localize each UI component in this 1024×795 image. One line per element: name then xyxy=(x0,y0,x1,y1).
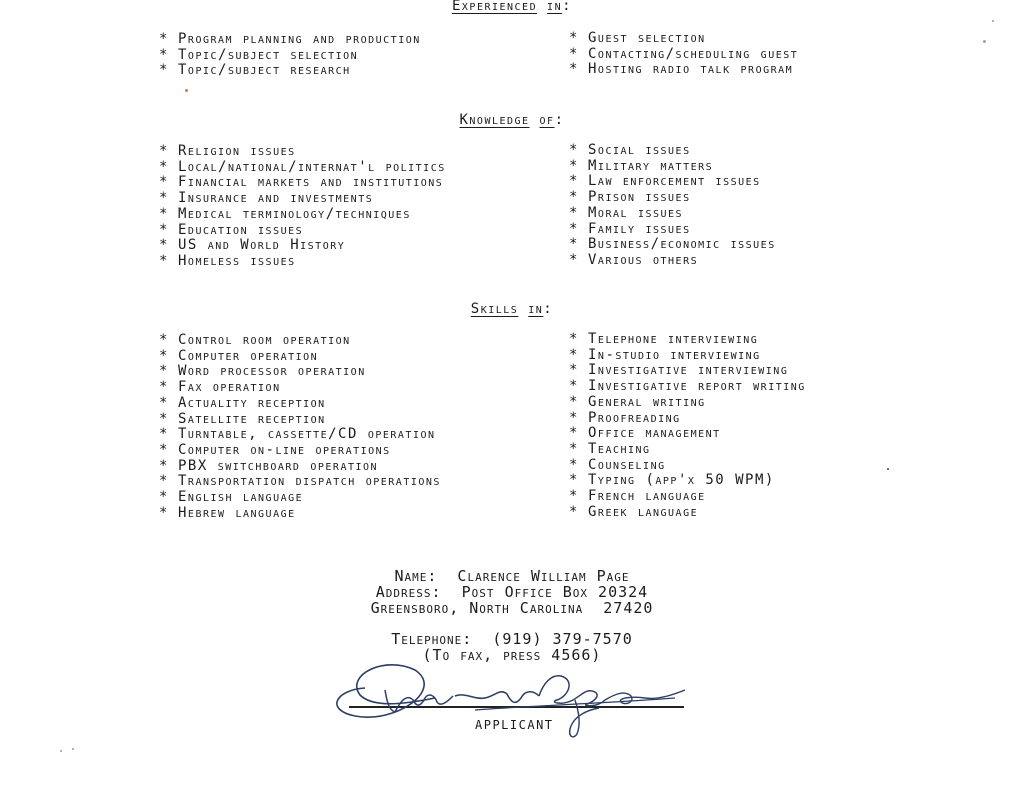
list-item-text: Computer operation xyxy=(178,347,319,364)
bullet-asterisk: * xyxy=(569,236,579,253)
scan-speck xyxy=(887,468,889,470)
list-item-text: Moral issues xyxy=(588,204,684,221)
bullet-asterisk: * xyxy=(569,409,579,426)
skills-left-list xyxy=(159,333,441,521)
bullet-asterisk: * xyxy=(159,410,169,427)
list-item xyxy=(159,349,441,365)
list-item-text: Turntable, cassette/CD operation xyxy=(178,426,436,443)
list-item-text: Financial markets and institutions xyxy=(178,174,444,191)
scan-speck xyxy=(992,20,994,22)
address-line: Address: Post Office Box 20324 xyxy=(375,583,649,601)
list-item-text: Counseling xyxy=(588,456,666,473)
list-item-text: Actuality reception xyxy=(178,394,326,411)
bullet-asterisk: * xyxy=(569,472,579,489)
list-item-text: In-studio interviewing xyxy=(588,346,761,363)
list-item-text: Investigative interviewing xyxy=(588,362,789,379)
bullet-asterisk: * xyxy=(159,46,169,63)
list-item xyxy=(569,489,806,505)
list-item xyxy=(159,32,421,48)
experienced-left-list xyxy=(159,32,421,79)
list-item-text: Hebrew language xyxy=(178,504,296,521)
bullet-asterisk: * xyxy=(569,189,579,206)
bullet-asterisk: * xyxy=(569,425,579,442)
list-item-text: Guest selection xyxy=(588,30,706,46)
list-item-text: Word processor operation xyxy=(178,363,366,380)
contact-block xyxy=(0,568,1024,616)
bullet-asterisk: * xyxy=(569,220,579,237)
list-item-text: Various others xyxy=(588,251,699,268)
list-item xyxy=(569,253,776,269)
list-item xyxy=(569,411,806,427)
list-item-text: Topic/subject selection xyxy=(178,46,359,63)
list-item xyxy=(569,332,806,348)
city-line: Greensboro, North Carolina 27420 xyxy=(370,599,654,617)
list-item xyxy=(569,442,806,458)
bullet-asterisk: * xyxy=(569,488,579,505)
list-item xyxy=(159,364,441,380)
bullet-asterisk: * xyxy=(569,440,579,457)
list-item xyxy=(159,506,441,522)
bullet-asterisk: * xyxy=(569,456,579,473)
list-item xyxy=(569,62,798,78)
bullet-asterisk: * xyxy=(159,379,169,396)
scan-speck xyxy=(185,89,188,92)
list-item-text: Insurance and investments xyxy=(178,190,374,207)
heading-word: Knowledge xyxy=(459,112,530,128)
scan-speck xyxy=(983,40,986,43)
list-item-text: Medical terminology/techniques xyxy=(178,205,411,222)
list-item xyxy=(569,395,806,411)
bullet-asterisk: * xyxy=(159,190,169,207)
bullet-asterisk: * xyxy=(159,441,169,458)
list-item xyxy=(159,144,446,160)
list-item-text: Telephone interviewing xyxy=(588,331,759,347)
bullet-asterisk: * xyxy=(159,31,169,47)
bullet-asterisk: * xyxy=(159,252,169,269)
bullet-asterisk: * xyxy=(159,347,169,364)
list-item xyxy=(569,379,806,395)
list-item xyxy=(569,174,776,190)
list-item xyxy=(159,380,441,396)
bullet-asterisk: * xyxy=(159,394,169,411)
list-item-text: Social issues xyxy=(588,142,691,158)
list-item-text: Satellite reception xyxy=(178,410,326,427)
bullet-asterisk: * xyxy=(159,237,169,254)
list-item-text: General writing xyxy=(588,393,706,410)
bullet-asterisk: * xyxy=(159,221,169,238)
list-item-text: Homeless issues xyxy=(178,252,296,269)
list-item-text: Computer on-line operations xyxy=(178,441,391,458)
bullet-asterisk: * xyxy=(569,30,579,46)
list-item xyxy=(569,159,776,175)
bullet-asterisk: * xyxy=(159,504,169,521)
list-item-text: Typing (app'x 50 WPM) xyxy=(588,472,775,489)
list-item xyxy=(159,333,441,349)
heading-word: Experienced xyxy=(451,0,538,14)
list-item-text: Fax operation xyxy=(178,379,281,396)
list-item xyxy=(569,426,806,442)
list-item xyxy=(159,238,446,254)
bullet-asterisk: * xyxy=(569,173,579,190)
bullet-asterisk: * xyxy=(569,157,579,174)
bullet-asterisk: * xyxy=(159,174,169,191)
list-item xyxy=(159,459,441,475)
list-item xyxy=(569,237,776,253)
list-item xyxy=(159,160,446,176)
bullet-asterisk: * xyxy=(569,346,579,363)
list-item xyxy=(569,505,806,521)
list-item-text: Transportation dispatch operations xyxy=(178,473,441,490)
list-item xyxy=(159,175,446,191)
list-item xyxy=(569,222,776,238)
list-item xyxy=(569,363,806,379)
phone-line: Telephone: (919) 379-7570 xyxy=(391,630,633,648)
list-item xyxy=(159,223,446,239)
list-item xyxy=(569,143,776,159)
bullet-asterisk: * xyxy=(569,251,579,268)
list-item xyxy=(569,458,806,474)
heading-word: of xyxy=(539,112,555,128)
list-item-text: Family issues xyxy=(588,220,691,237)
heading-colon: : xyxy=(562,0,573,14)
list-item xyxy=(569,190,776,206)
list-item-text: PBX switchboard operation xyxy=(178,457,379,474)
bullet-asterisk: * xyxy=(569,503,579,520)
bullet-asterisk: * xyxy=(159,158,169,175)
name-line: Name: Clarence William Page xyxy=(394,567,630,585)
list-item-text: Prison issues xyxy=(588,189,691,206)
knowledge-right-list xyxy=(569,143,776,269)
list-item xyxy=(569,47,798,63)
knowledge-left-list xyxy=(159,144,446,270)
list-item-text: Program planning and production xyxy=(178,31,421,47)
list-item-text: English language xyxy=(178,489,304,506)
list-item-text: Control room operation xyxy=(178,332,351,348)
bullet-asterisk: * xyxy=(159,473,169,490)
heading-word: in xyxy=(528,301,544,317)
list-item xyxy=(569,31,798,47)
bullet-asterisk: * xyxy=(159,426,169,443)
handwritten-signature xyxy=(325,650,695,740)
list-item-text: Proofreading xyxy=(588,409,681,426)
list-item-text: Business/economic issues xyxy=(588,236,776,253)
bullet-asterisk: * xyxy=(569,378,579,395)
list-item xyxy=(159,443,441,459)
heading-word: Skills xyxy=(470,301,519,317)
list-item-text: Local/national/internat'l politics xyxy=(178,158,446,175)
list-item-text: Education issues xyxy=(178,221,304,238)
bullet-asterisk: * xyxy=(569,142,579,158)
list-item xyxy=(569,473,806,489)
list-item xyxy=(159,490,441,506)
list-item xyxy=(159,191,446,207)
bullet-asterisk: * xyxy=(159,363,169,380)
bullet-asterisk: * xyxy=(159,62,169,79)
list-item-text: Law enforcement issues xyxy=(588,173,761,190)
bullet-asterisk: * xyxy=(569,204,579,221)
heading-colon: : xyxy=(554,112,565,128)
signature-label: APPLICANT xyxy=(475,718,554,732)
heading-experienced xyxy=(0,0,1024,15)
list-item xyxy=(159,207,446,223)
list-item-text: Contacting/scheduling guest xyxy=(588,45,799,62)
bullet-asterisk: * xyxy=(159,489,169,506)
list-item-text: Hosting radio talk program xyxy=(588,61,794,78)
skills-right-list xyxy=(569,332,806,520)
bullet-asterisk: * xyxy=(159,457,169,474)
heading-colon: : xyxy=(543,301,554,317)
list-item xyxy=(159,48,421,64)
scan-speck xyxy=(72,748,74,750)
bullet-asterisk: * xyxy=(569,393,579,410)
bullet-asterisk: * xyxy=(569,331,579,347)
scan-speck xyxy=(60,750,62,752)
list-item xyxy=(159,396,441,412)
list-item-text: Investigative report writing xyxy=(588,378,806,395)
heading-word: in xyxy=(547,0,563,14)
list-item-text: Greek language xyxy=(588,503,699,520)
list-item xyxy=(159,474,441,490)
list-item xyxy=(159,63,421,79)
heading-knowledge xyxy=(0,111,1024,129)
list-item-text: French language xyxy=(588,488,706,505)
list-item xyxy=(569,348,806,364)
list-item-text: Topic/subject research xyxy=(178,62,351,79)
bullet-asterisk: * xyxy=(569,45,579,62)
list-item xyxy=(569,206,776,222)
list-item-text: Office management xyxy=(588,425,721,442)
heading-skills xyxy=(0,300,1024,318)
experienced-right-list xyxy=(569,31,798,78)
list-item-text: Military matters xyxy=(588,157,714,174)
bullet-asterisk: * xyxy=(159,332,169,348)
list-item-text: US and World History xyxy=(178,237,346,254)
bullet-asterisk: * xyxy=(159,205,169,222)
bullet-asterisk: * xyxy=(569,61,579,78)
bullet-asterisk: * xyxy=(159,143,169,159)
list-item-text: Teaching xyxy=(588,440,651,457)
list-item-text: Religion issues xyxy=(178,143,296,159)
bullet-asterisk: * xyxy=(569,362,579,379)
list-item xyxy=(159,427,441,443)
list-item xyxy=(159,254,446,270)
fax-line: (To fax, press 4566) xyxy=(422,646,602,664)
list-item xyxy=(159,412,441,428)
